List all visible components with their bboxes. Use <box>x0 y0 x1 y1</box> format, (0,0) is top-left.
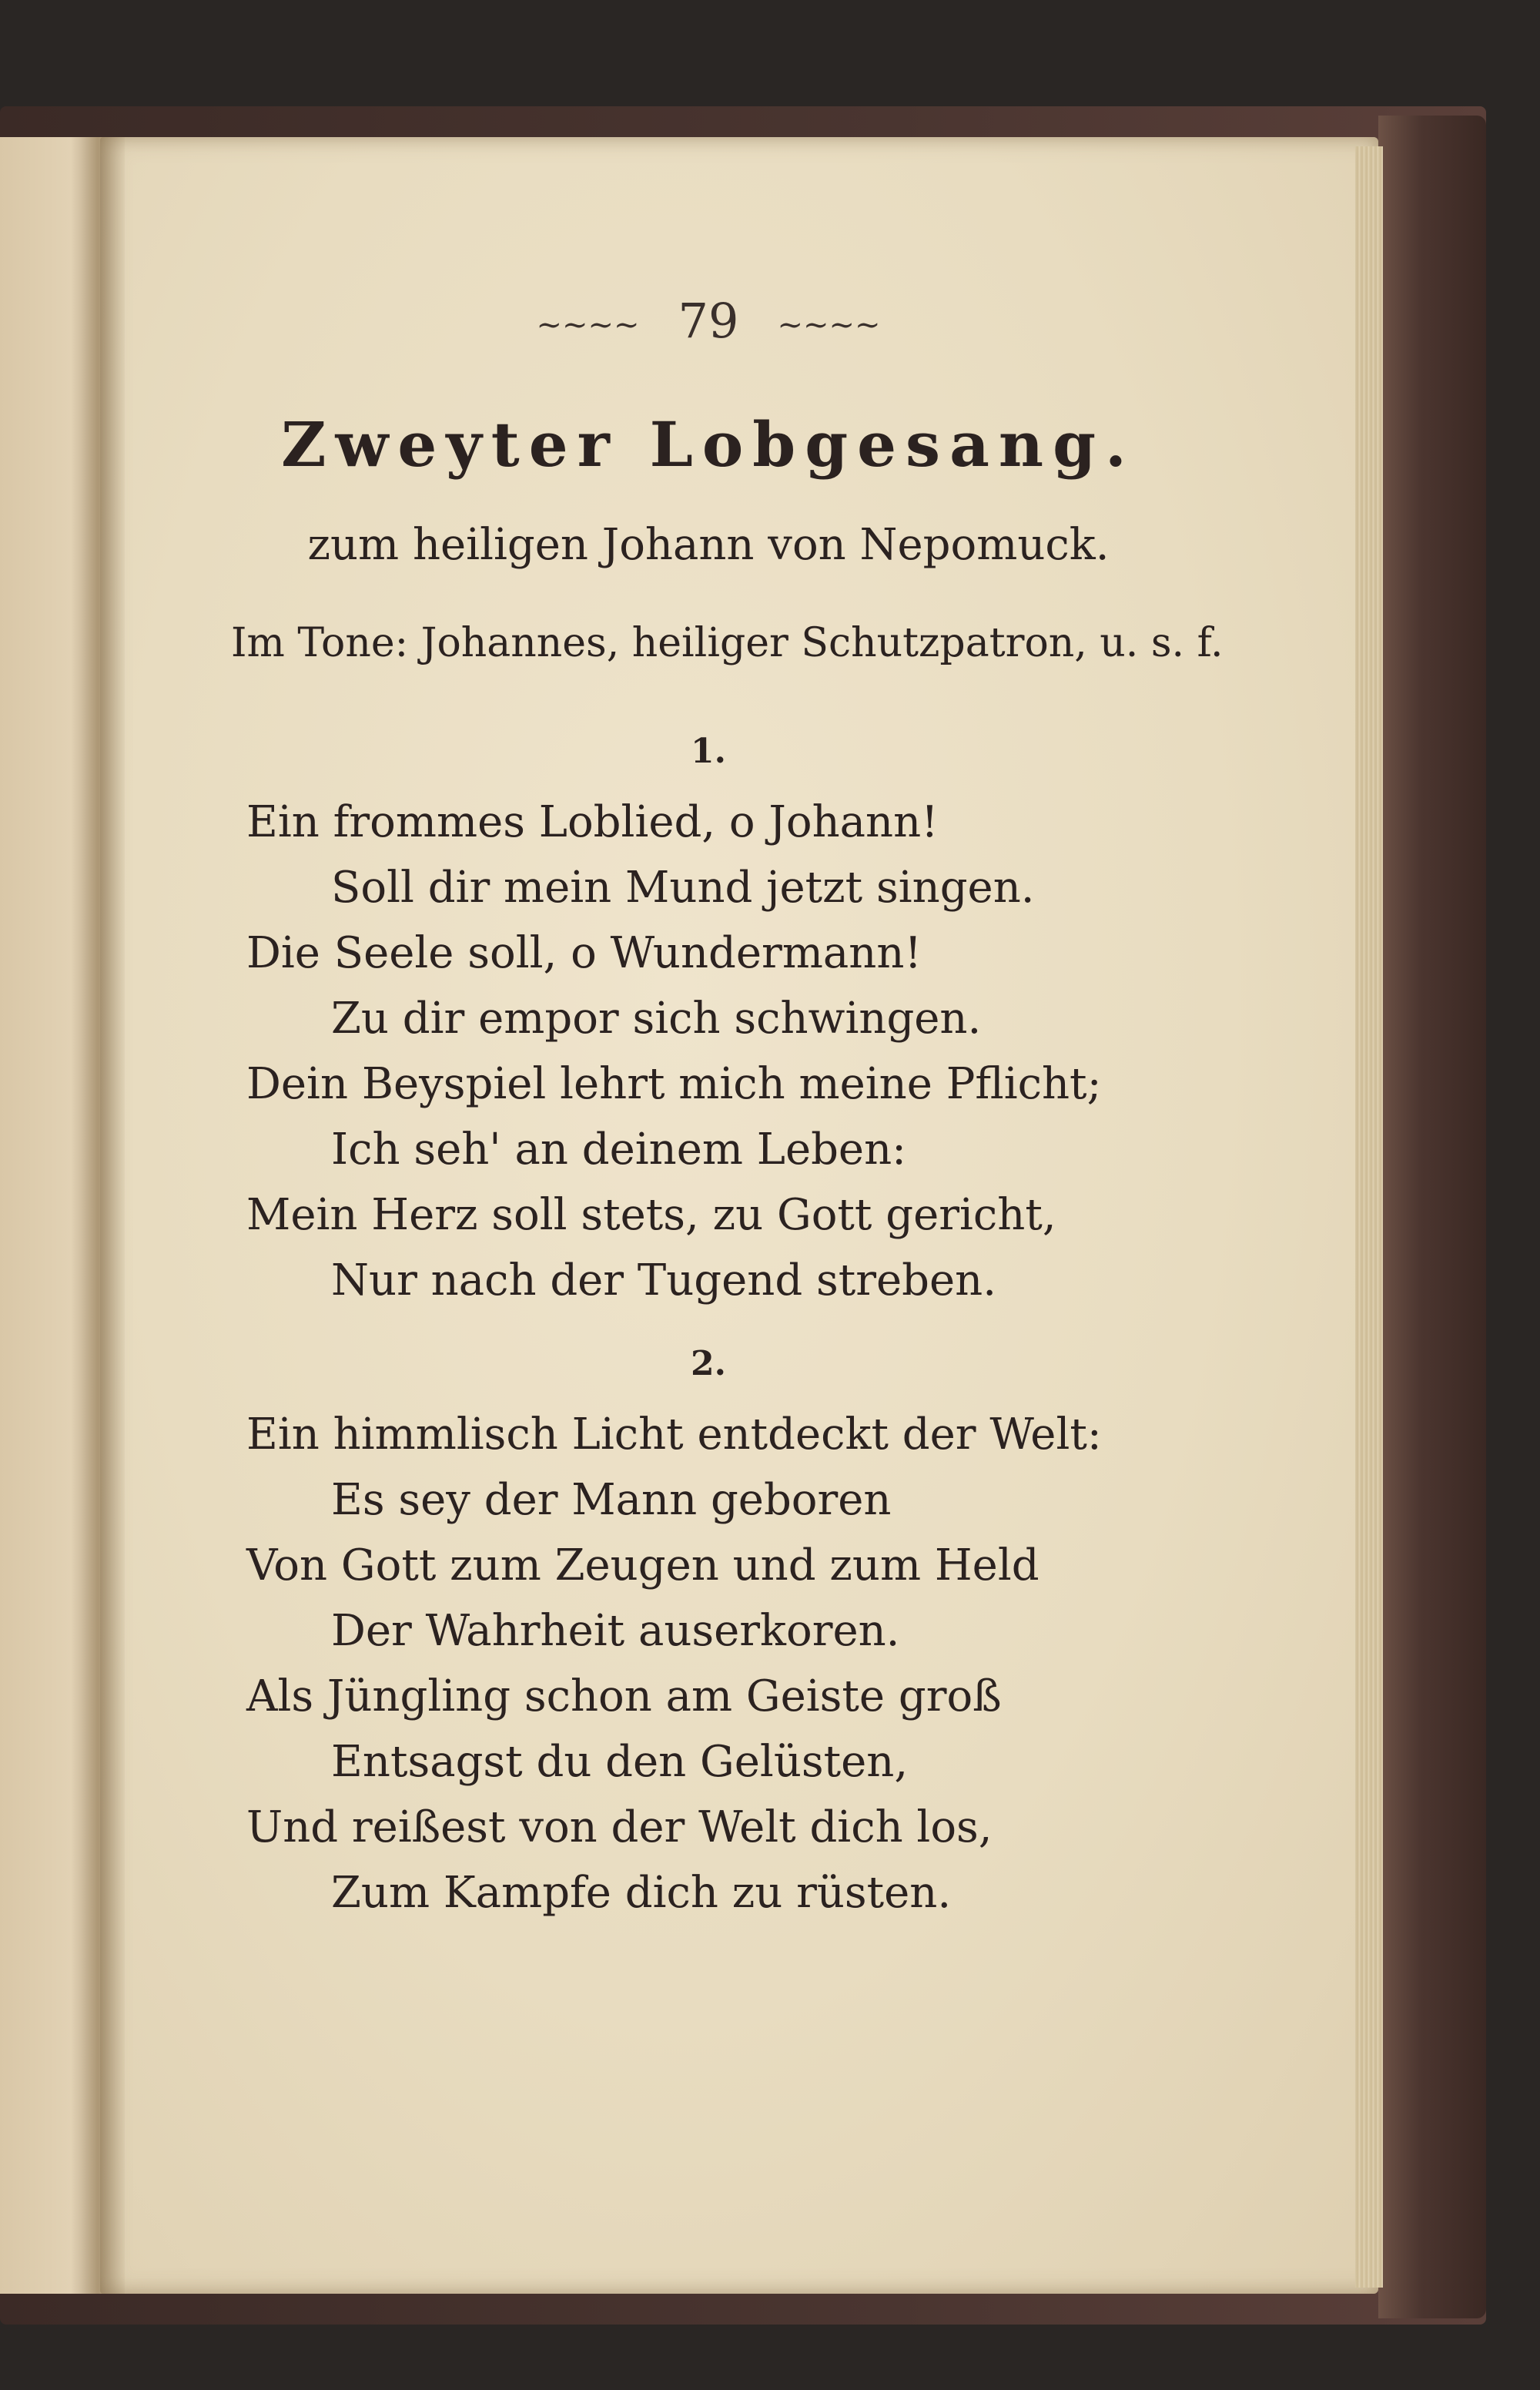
page-header <box>0 293 1417 349</box>
verse-line: Als Jüngling schon am Geiste groß <box>246 1671 1002 1721</box>
poem-title: Zweyter Lobgesang. <box>281 408 1136 481</box>
ornament-right: ~~~~ <box>777 307 881 343</box>
verse-line: Es sey der Mann geboren <box>331 1475 892 1525</box>
verse-line: Ich seh' an deinem Leben: <box>331 1125 907 1175</box>
verse-line: Von Gott zum Zeugen und zum Held <box>246 1540 1040 1591</box>
verse-line: Zu dir empor sich schwingen. <box>331 994 982 1044</box>
verse-line: Mein Herz soll stets, zu Gott gericht, <box>246 1190 1056 1240</box>
stanza-number: 2. <box>691 1344 726 1383</box>
ornament-left: ~~~~ <box>536 307 640 343</box>
stanza-number: 1. <box>691 732 726 771</box>
verse-line: Dein Beyspiel lehrt mich meine Pflicht; <box>246 1059 1102 1109</box>
verse-line: Soll dir mein Mund jetzt singen. <box>331 863 1035 913</box>
verse-line: Die Seele soll, o Wundermann! <box>246 928 922 978</box>
verse-line: Der Wahrheit auserkoren. <box>331 1606 900 1656</box>
verse-line: Nur nach der Tugend streben. <box>331 1255 997 1306</box>
verse-line: Ein himmlisch Licht entdeckt der Welt: <box>246 1410 1102 1460</box>
tune-indication: Im Tone: Johannes, heiliger Schutzpatron, u. s. f. <box>231 620 1224 666</box>
verse-line: Zum Kampfe dich zu rüsten. <box>331 1868 952 1918</box>
verse-line: Entsagst du den Gelüsten, <box>331 1737 909 1787</box>
page-number: 79 <box>678 293 739 349</box>
poem-subtitle: zum heiligen Johann von Nepomuck. <box>307 520 1110 570</box>
verse-line: Ein frommes Loblied, o Johann! <box>246 797 939 847</box>
verse-line: Und reißest von der Welt dich los, <box>246 1802 993 1852</box>
